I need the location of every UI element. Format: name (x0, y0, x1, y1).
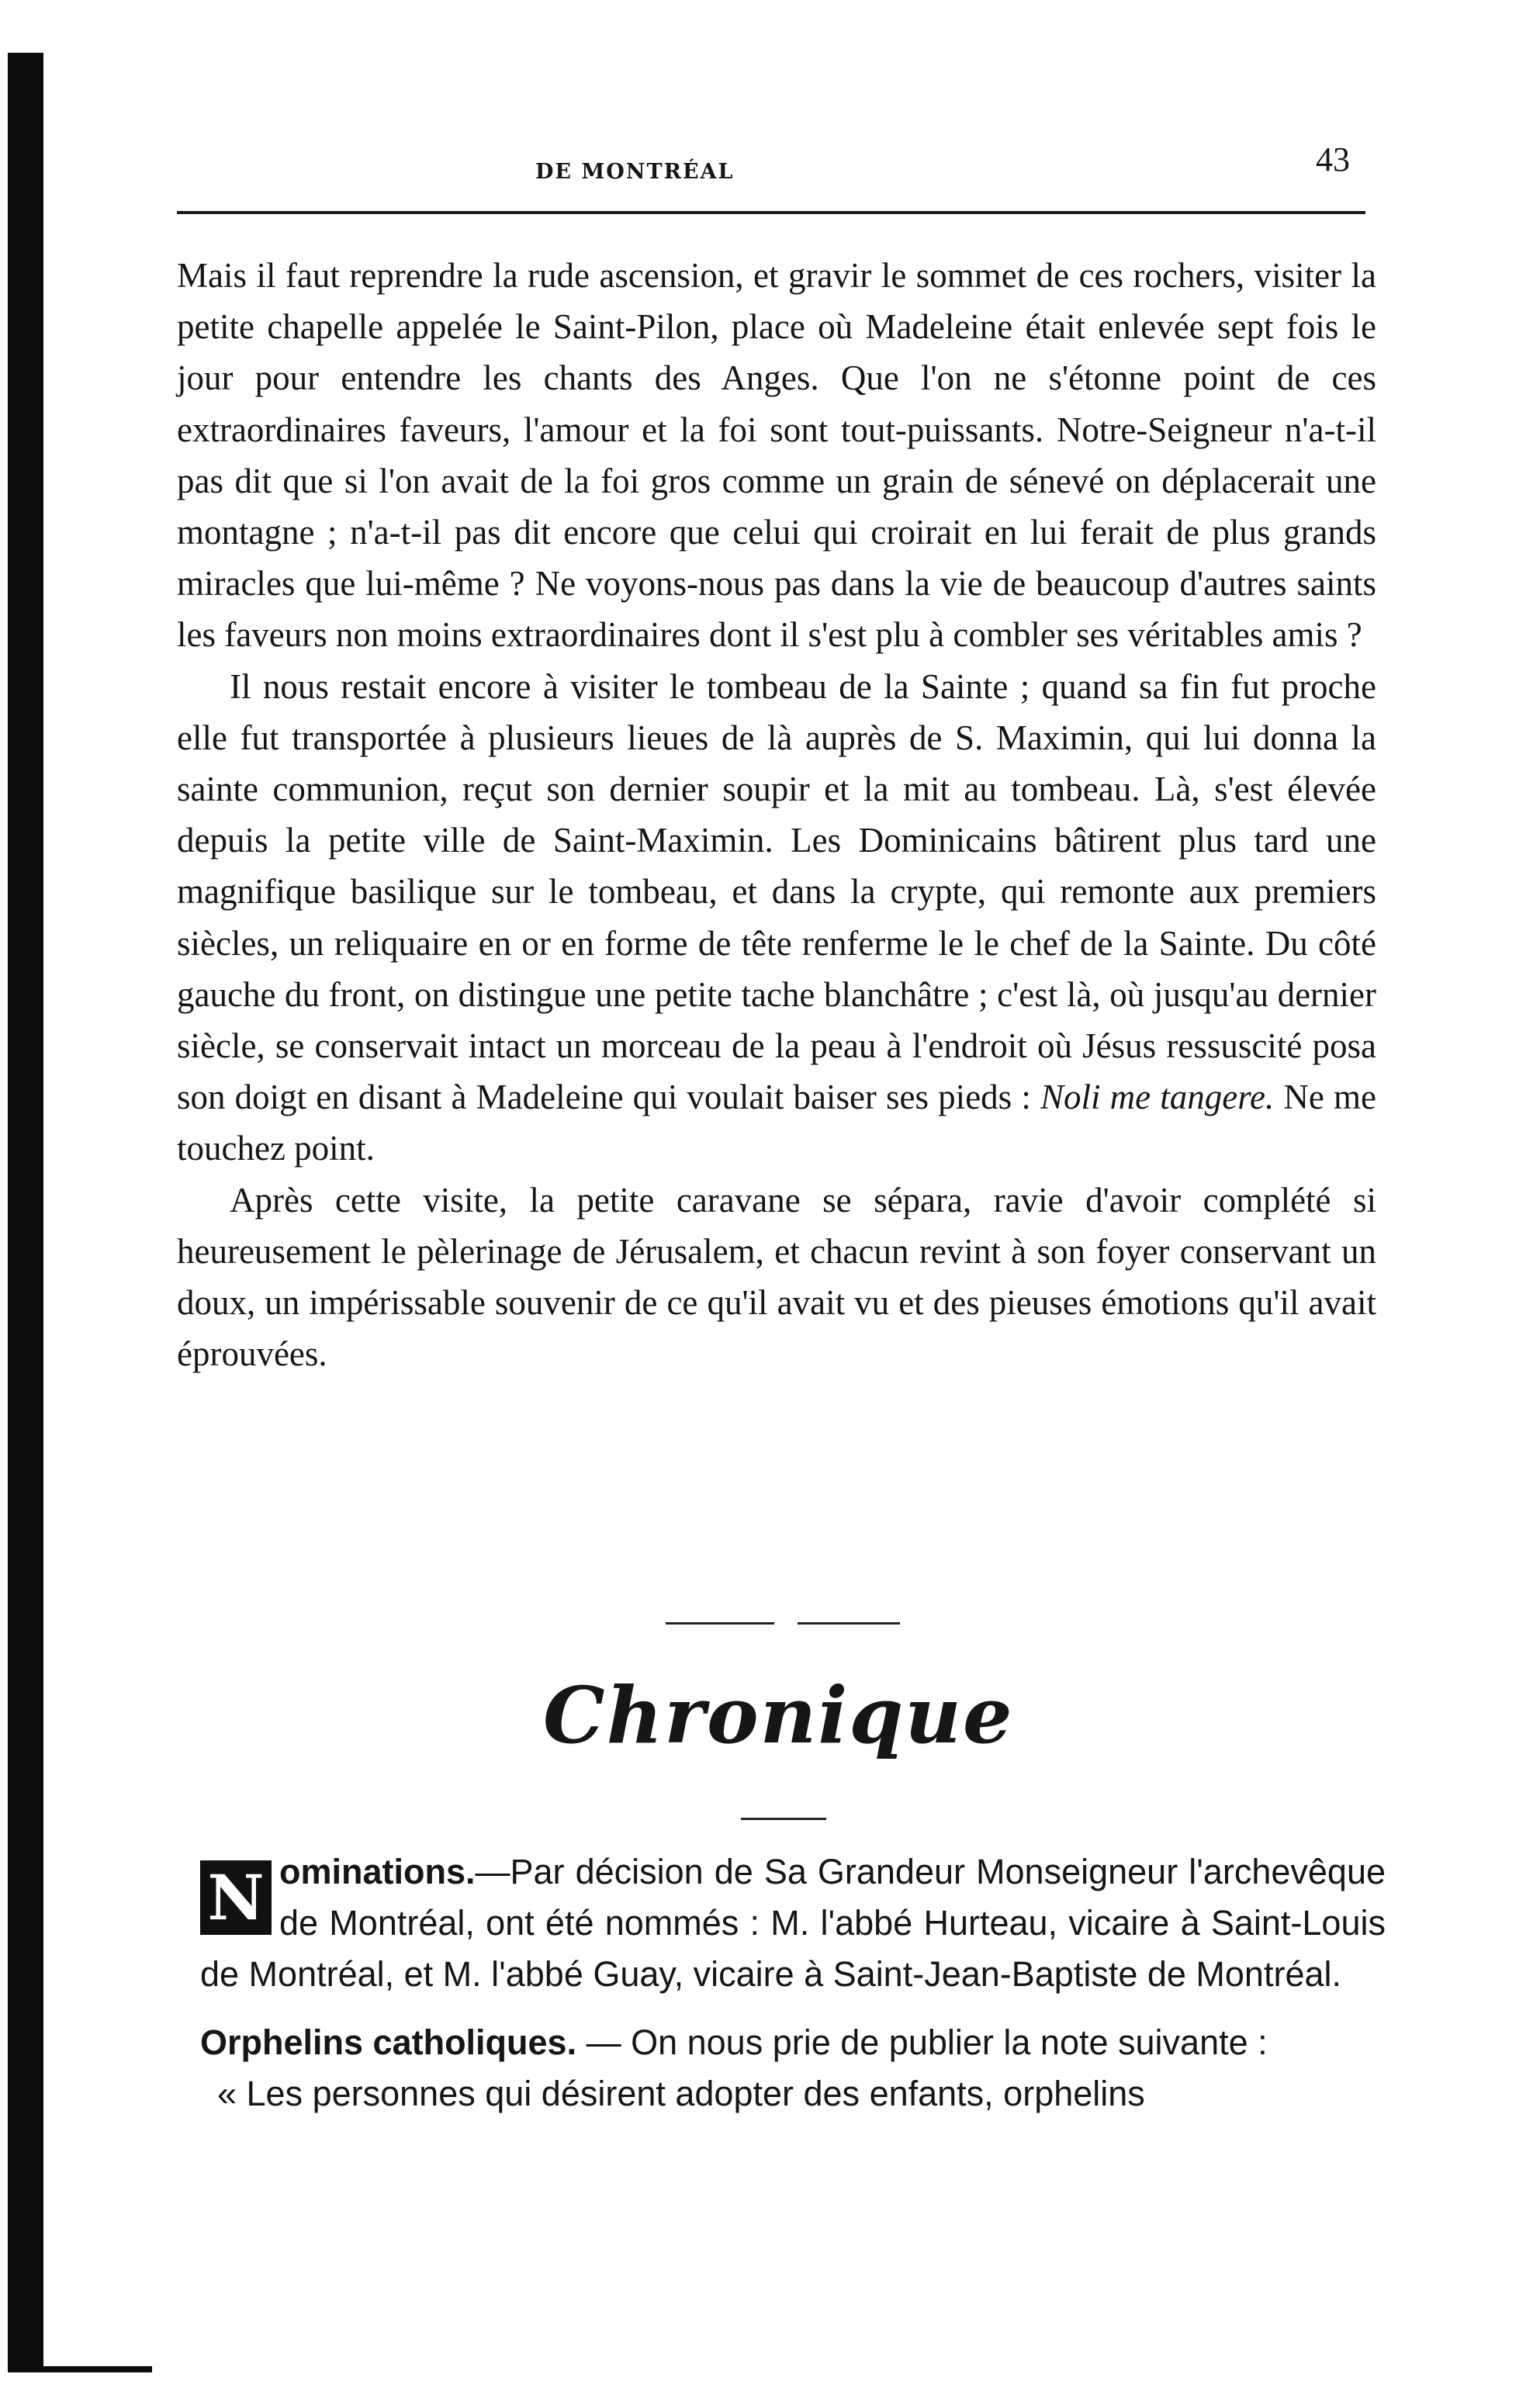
header-rule (177, 211, 1365, 214)
section-separator-right (798, 1622, 900, 1625)
dropcap-letter: N (200, 1860, 272, 1935)
binding-shadow-foot (43, 2366, 152, 2372)
orphelins-item (200, 2017, 1386, 2068)
chronique-title: Chronique (543, 1670, 1014, 1761)
paragraph-ascension: Mais il faut reprendre la rude ascension, et gravir le sommet de ces rochers, visiter la petite chapelle appelée le Saint-Pilon, place où Madeleine était enlevée sept fois le jour pour entendre les chants des Anges. Que l'on ne s'étonne point de ces extraordinaires faveurs, l'amour et la foi sont tout-puissants. Notre-Seigneur n'a-t-il pas dit que si l'on avait de la foi gros comme un grain de sénevé on déplacerait une montagne ; n'a-t-il pas dit encore que celui qui croirait en lui ferait de plus grands miracles que lui-même ? Ne voyons-nous pas dans la vie de beaucoup d'autres saints les faveurs non moins extraordinaires dont il s'est plu à combler ses véritables amis ? (177, 256, 1376, 655)
quote-start: « Les personnes qui désirent adopter des enfants, orphelins (217, 2074, 1145, 2113)
paragraph-tombeau (177, 661, 1376, 1175)
latin-phrase: Noli me tangere. (1040, 1078, 1275, 1117)
title-rule (741, 1818, 826, 1820)
paragraph-caravane: Après cette visite, la petite caravane se sépara, ravie d'avoir complété si heureusement le pèlerinage de Jérusalem, et chacun revint à son foyer conservant un doux, un impérissable souvenir de ce qu'il avait vu et des pieuses émotions qu'il avait éprouvées. (177, 1180, 1376, 1374)
running-head: DE MONTRÉAL (535, 160, 735, 184)
page-number: 43 (1316, 140, 1350, 178)
section-separator-left (666, 1622, 774, 1625)
nominations-title: ominations. (279, 1852, 476, 1891)
orphelins-text: — On nous prie de publier la note suivante : (576, 2023, 1268, 2062)
latin-translation: Ne me touchez point. (177, 1078, 1377, 1168)
binding-shadow (8, 53, 43, 2372)
orphelins-title: Orphelins catholiques. (200, 2023, 577, 2062)
nominations-item (200, 1846, 1386, 2000)
body-text (177, 250, 1376, 1379)
nominations-text: —Par décision de Sa Grandeur Monseigneur l'archevêque de Montréal, ont été nommés : M. l'abbé Hurteau, vicaire à Saint-Louis de Montréal, et M. l'abbé Guay, vicaire à Saint-Jean-Baptiste de Montréal. (200, 1852, 1386, 1994)
paragraph-tombeau-text: Il nous restait encore à visiter le tombeau de la Sainte ; quand sa fin fut proche elle fut transportée à plusieurs lieues de là auprès de S. Maximin, qui lui donna la sainte communion, reçut son dernier soupir et la mit au tombeau. Là, s'est élevée depuis la petite ville de Saint-Maximin. Les Dominicains bâtirent plus tard une magnifique basilique sur le tombeau, et dans la crypte, qui remonte aux premiers siècles, un reliquaire en or en forme de tête renferme le le chef de la Sainte. Du côté gauche du front, on distingue une petite tache blanchâtre ; c'est là, où jusqu'au dernier siècle, se conservait intact un morceau de la peau à l'endroit où Jésus ressuscité posa son doigt en disant à Madeleine qui voulait baiser ses pieds : (177, 666, 1376, 1117)
chronique-text (200, 1846, 1386, 2119)
